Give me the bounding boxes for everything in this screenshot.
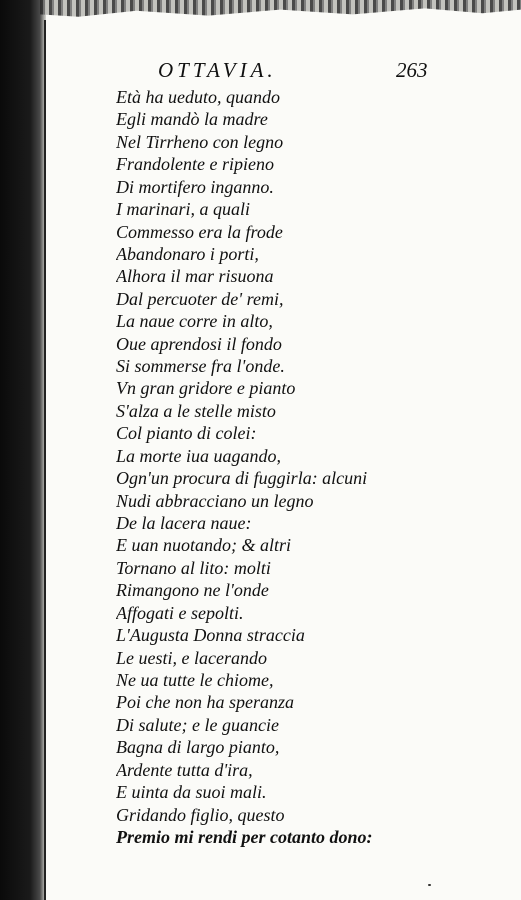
ink-speck — [428, 884, 431, 886]
page-header — [0, 58, 521, 84]
verse-line: E uinta da suoi mali. — [116, 782, 267, 803]
verse-list — [116, 86, 511, 848]
verse-line: Dal percuoter de' remi, — [116, 288, 284, 309]
verse-line: Poi che non ha speranza — [116, 692, 294, 713]
verse-line: La naue corre in alto, — [116, 311, 273, 332]
verse-line: La morte iua uagando, — [116, 445, 282, 466]
verse-line: Bagna di largo pianto, — [116, 737, 280, 758]
verse-line: Ne ua tutte le chiome, — [116, 669, 274, 690]
verse-line: Affogati e sepolti. — [116, 602, 244, 623]
verse-line: Gridando figlio, questo — [116, 804, 285, 825]
verse-line: Premio mi rendi per cotanto dono: — [116, 826, 373, 847]
verse-line: Egli mandò la madre — [116, 109, 268, 130]
verse-line: Nel Tirrheno con legno — [116, 131, 284, 152]
running-title: OTTAVIA. — [158, 58, 277, 82]
torn-top-edge — [40, 0, 521, 24]
verse-line: Le uesti, e lacerando — [116, 647, 267, 668]
verse-line: Ogn'un procura di fuggirla: alcuni — [116, 468, 368, 489]
verse-line: Nudi abbracciano un legno — [116, 490, 314, 511]
verse-line: E uan nuotando; & altri — [116, 535, 291, 556]
verse-line: De la lacera naue: — [116, 513, 252, 534]
verse-line: Si sommerse fra l'onde. — [116, 356, 285, 377]
verse-line: Commesso era la frode — [116, 221, 283, 242]
verse-line: Vn gran gridore e pianto — [116, 378, 296, 399]
page-number: 263 — [396, 58, 428, 82]
verse-line: Oue aprendosi il fondo — [116, 333, 282, 354]
verse-line: Ardente tutta d'ira, — [116, 759, 253, 780]
verse-line: Di salute; e le guancie — [116, 714, 279, 735]
verse-line: Col pianto di colei: — [116, 423, 257, 444]
verse-line: I marinari, a quali — [116, 199, 251, 220]
verse-line: L'Augusta Donna straccia — [116, 625, 305, 646]
book-gutter — [0, 0, 46, 900]
binding-edge — [44, 20, 46, 900]
verse-line: Di mortifero inganno. — [116, 176, 274, 197]
verse-line: Abandonaro i porti, — [116, 243, 259, 264]
verse-line: Tornano al lito: molti — [116, 557, 271, 578]
verse-line: S'alza a le stelle misto — [116, 400, 276, 421]
verse-line: Età ha ueduto, quando — [116, 87, 280, 107]
verse-line: Frandolente e ripieno — [116, 154, 274, 175]
verse-line: Alhora il mar risuona — [116, 266, 274, 287]
verse-line: Rimangono ne l'onde — [116, 580, 269, 601]
